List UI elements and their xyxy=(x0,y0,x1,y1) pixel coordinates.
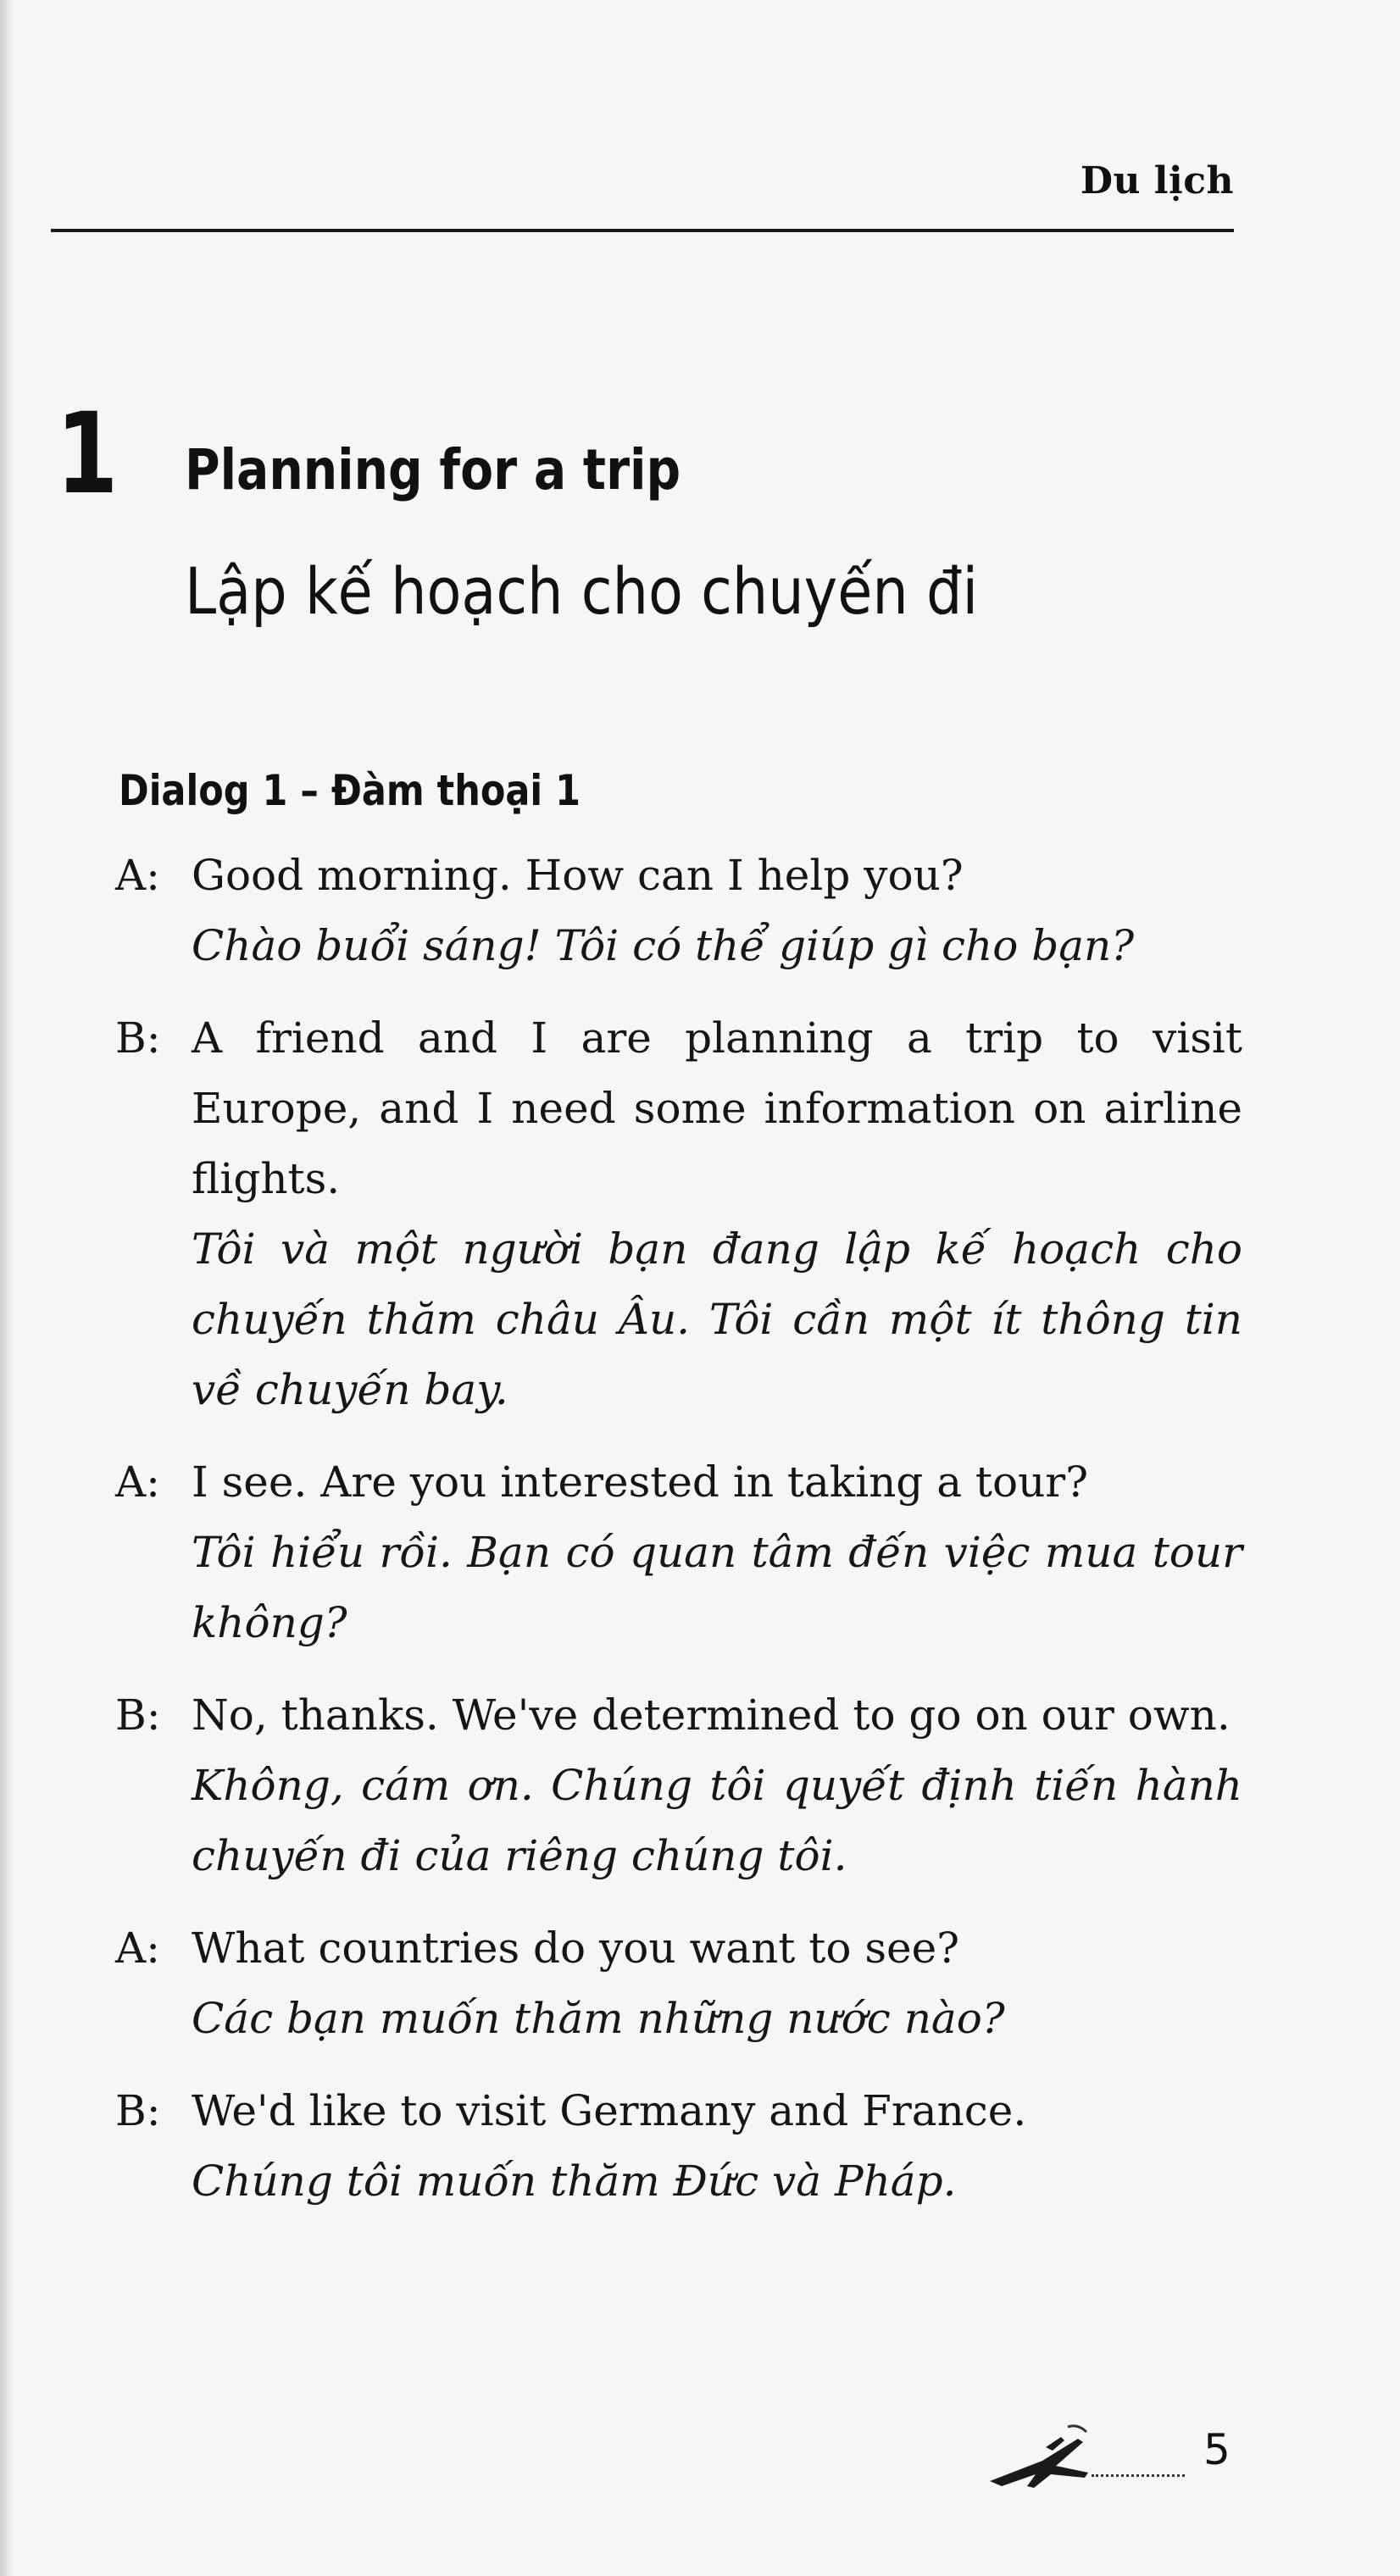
speaker-label: A: xyxy=(115,1924,160,1973)
english-line: We'd like to visit Germany and France. xyxy=(192,2086,1027,2135)
footer-dotted-rule xyxy=(1092,2474,1185,2477)
speaker-label: B: xyxy=(115,2086,161,2135)
chapter-title-vietnamese: Lập kế hoạch cho chuyến đi xyxy=(185,553,979,629)
vietnamese-translation: Tôi hiểu rồi. Bạn có quan tâm đến việc mua tour không? xyxy=(192,1528,1242,1647)
running-head: Du lịch xyxy=(1080,159,1234,203)
english-line: No, thanks. We've determined to go on our own. xyxy=(192,1690,1231,1740)
chapter-title-english: Planning for a trip xyxy=(185,437,681,502)
header-rule xyxy=(51,229,1234,232)
vietnamese-translation: Tôi và một người bạn đang lập kế hoạch cho chuyến thăm châu Âu. Tôi cần một ít thông tin về chuyến bay. xyxy=(192,1224,1242,1414)
page-gutter-shadow xyxy=(0,0,14,2576)
english-line: I see. Are you interested in taking a tour? xyxy=(192,1457,1089,1507)
dialog-turn xyxy=(115,1913,1242,2054)
speaker-label: A: xyxy=(115,851,160,900)
dialog-heading: Dialog 1 – Đàm thoại 1 xyxy=(119,766,581,815)
dialog-turn xyxy=(115,1680,1242,1891)
airplane-icon xyxy=(983,2422,1093,2501)
english-line: A friend and I are planning a trip to visit Europe, and I need some information on airline flights. xyxy=(192,1013,1242,1203)
vietnamese-translation: Chúng tôi muốn thăm Đức và Pháp. xyxy=(192,2157,957,2206)
dialog-turn xyxy=(115,2076,1242,2217)
speaker-label: A: xyxy=(115,1457,160,1507)
vietnamese-translation: Các bạn muốn thăm những nước nào? xyxy=(192,1994,1005,2043)
dialog-turn xyxy=(115,1447,1242,1658)
english-line: What countries do you want to see? xyxy=(192,1924,960,1973)
vietnamese-translation: Không, cám ơn. Chúng tôi quyết định tiến hành chuyến đi của riêng chúng tôi. xyxy=(192,1761,1242,1880)
dialog-turn xyxy=(115,1003,1242,1425)
speaker-label: B: xyxy=(115,1013,161,1063)
dialog xyxy=(115,841,1242,2239)
chapter-number: 1 xyxy=(56,389,119,519)
speaker-label: B: xyxy=(115,1690,161,1740)
page-number: 5 xyxy=(1203,2425,1231,2474)
dialog-turn xyxy=(115,841,1242,981)
english-line: Good morning. How can I help you? xyxy=(192,851,964,900)
vietnamese-translation: Chào buổi sáng! Tôi có thể giúp gì cho bạn? xyxy=(192,921,1135,970)
